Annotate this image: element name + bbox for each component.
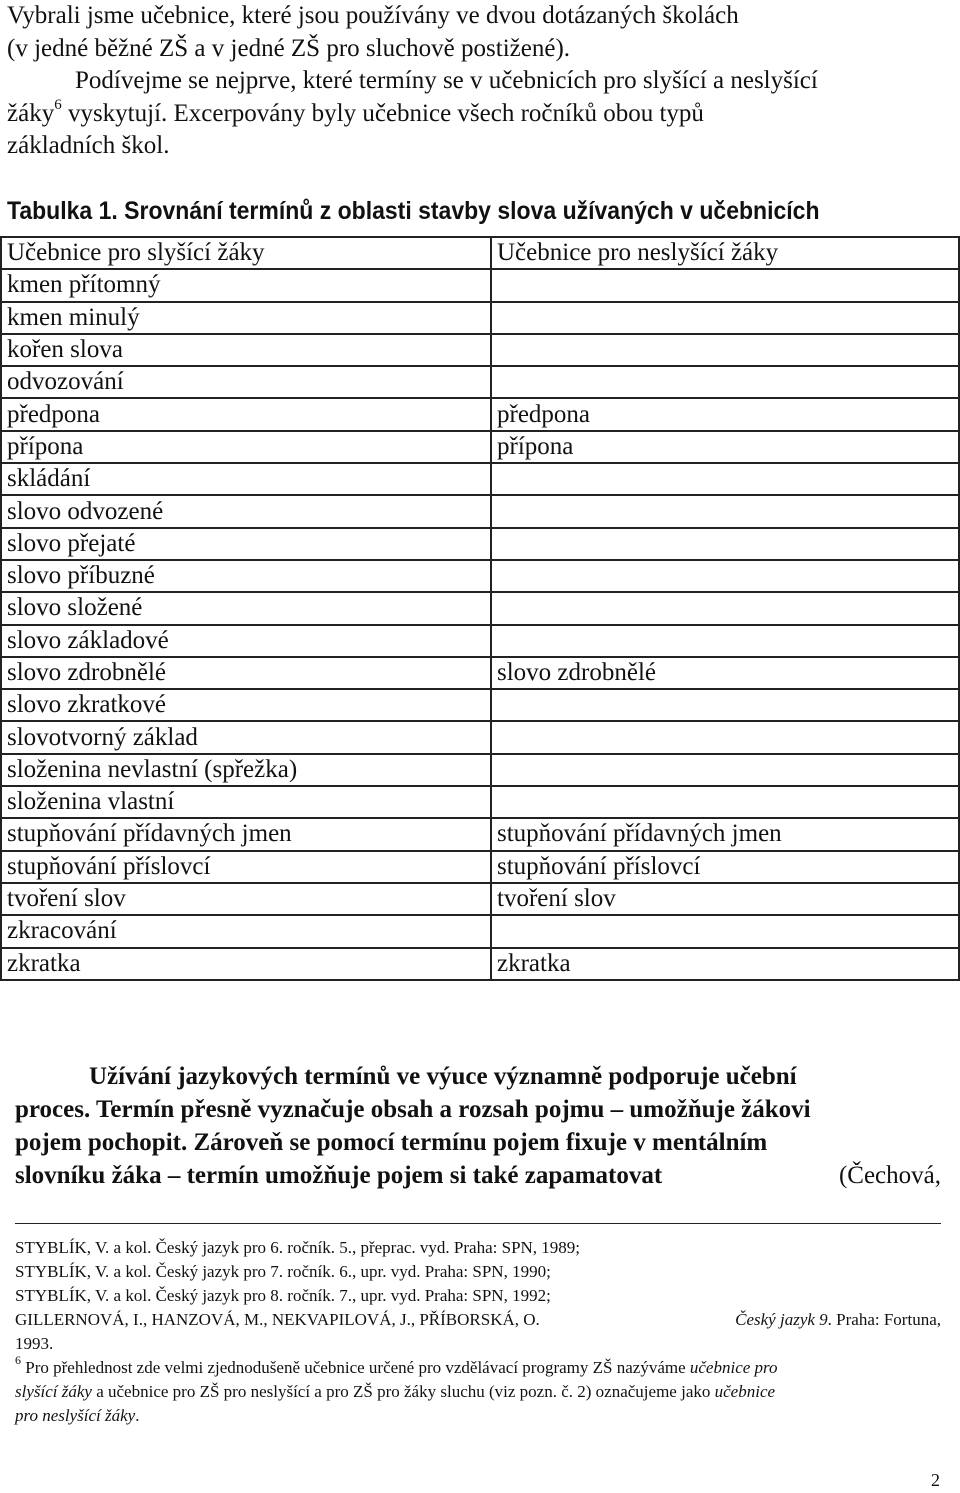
comparison-table [0, 236, 960, 981]
term-deaf [491, 754, 959, 786]
table-row [1, 657, 959, 689]
table-row [1, 851, 959, 883]
term-deaf: zkratka [491, 948, 959, 980]
table-row [1, 625, 959, 657]
term-hearing: slovo složené [1, 592, 491, 624]
conclusion-paragraph [15, 1060, 941, 1192]
conclusion-line [15, 1159, 941, 1192]
term-hearing: kmen přítomný [1, 269, 491, 301]
intro-text: Vybrali jsme učebnice, které jsou používány ve dvou dotázaných školách [7, 2, 739, 29]
conclusion-line [15, 1126, 941, 1159]
conclusion-text: pojem pochopit. Zároveň se pomocí termínu pojem fixuje v mentálním [15, 1129, 768, 1156]
table-body [1, 237, 959, 980]
intro-paragraph [7, 0, 941, 163]
table-row [1, 269, 959, 301]
term-deaf: přípona [491, 431, 959, 463]
reference-title: Český jazyk 9 [735, 1310, 828, 1329]
footnote-divider [15, 1223, 941, 1224]
table-header-row [1, 237, 959, 269]
intro-line: základních škol. [7, 132, 170, 159]
footnote-italic: slyšící žáky [15, 1382, 92, 1401]
footnote-6-cont [15, 1380, 941, 1404]
reference [15, 1308, 941, 1332]
header-hearing: Učebnice pro slyšící žáky [1, 237, 491, 269]
term-deaf [491, 560, 959, 592]
table-row [1, 398, 959, 430]
intro-text: žáky [7, 99, 55, 127]
term-deaf [491, 721, 959, 753]
reference: STYBLÍK, V. a kol. Český jazyk pro 6. ročník. 5., přeprac. vyd. Praha: SPN, 1989; [15, 1238, 581, 1257]
term-hearing: kořen slova [1, 334, 491, 366]
intro-line [7, 98, 941, 131]
term-hearing: slovo příbuzné [1, 560, 491, 592]
reference-year: 1993. [15, 1334, 54, 1353]
footnote-italic: učebnice pro [689, 1358, 778, 1377]
reference-publisher: . Praha: Fortuna, [827, 1310, 941, 1329]
footnote-text: Pro přehlednost zde velmi zjednodušeně učebnice určené pro vzdělávací programy ZŠ nazýváme [21, 1358, 690, 1377]
term-hearing: slovo přejaté [1, 528, 491, 560]
intro-line [7, 0, 941, 33]
term-deaf [491, 302, 959, 334]
footnote-6 [15, 1353, 941, 1380]
term-deaf: slovo zdrobnělé [491, 657, 959, 689]
footnote-italic: učebnice [714, 1382, 776, 1401]
conclusion-text: Užívání jazykových termínů ve výuce významně podporuje učební [89, 1063, 797, 1090]
intro-line: Podívejme se nejprve, které termíny se v učebnicích pro slyšící a neslyšící [75, 67, 818, 94]
term-hearing: tvoření slov [1, 883, 491, 915]
term-hearing: slovo zkratkové [1, 689, 491, 721]
table-row [1, 818, 959, 850]
term-deaf [491, 625, 959, 657]
conclusion-text: slovníku žáka – termín umožňuje pojem si také zapamatovat [15, 1162, 663, 1189]
table-row [1, 883, 959, 915]
table-row [1, 915, 959, 947]
table-row [1, 948, 959, 980]
citation-text: (Čechová, [838, 1162, 941, 1189]
term-hearing: kmen minulý [1, 302, 491, 334]
term-hearing: stupňování příslovcí [1, 851, 491, 883]
table-row [1, 302, 959, 334]
term-deaf [491, 915, 959, 947]
page-number: 2 [931, 1470, 940, 1490]
table-row [1, 334, 959, 366]
term-deaf [491, 786, 959, 818]
term-hearing: zkracování [1, 915, 491, 947]
table-row [1, 754, 959, 786]
reference: STYBLÍK, V. a kol. Český jazyk pro 8. ročník. 7., upr. vyd. Praha: SPN, 1992; [15, 1286, 551, 1305]
table-caption: Tabulka 1. Srovnání termínů z oblasti stavby slova užívaných v učebnicích [7, 197, 820, 225]
reference: STYBLÍK, V. a kol. Český jazyk pro 7. ročník. 6., upr. vyd. Praha: SPN, 1990; [15, 1262, 551, 1281]
footnote-italic: pro neslyšící žáky [15, 1406, 136, 1425]
term-hearing: složenina nevlastní (spřežka) [1, 754, 491, 786]
reference-authors: GILLERNOVÁ, I., HANZOVÁ, M., NEKVAPILOVÁ, J., PŘÍBORSKÁ, O. [15, 1310, 540, 1329]
term-deaf: stupňování příslovcí [491, 851, 959, 883]
intro-line: (v jedné běžné ZŠ a v jedné ZŠ pro sluchově postižené). [7, 34, 571, 62]
term-deaf [491, 463, 959, 495]
table-row [1, 689, 959, 721]
intro-text: vyskytují. Excerpovány byly učebnice všech ročníků obou typů [61, 99, 704, 127]
term-deaf [491, 334, 959, 366]
term-hearing: přípona [1, 431, 491, 463]
footnotes [15, 1236, 941, 1428]
footnote-text: . [135, 1406, 140, 1425]
table-row [1, 786, 959, 818]
table-row [1, 592, 959, 624]
term-deaf: stupňování přídavných jmen [491, 818, 959, 850]
term-hearing: skládání [1, 463, 491, 495]
term-deaf: předpona [491, 398, 959, 430]
term-deaf [491, 592, 959, 624]
term-deaf [491, 366, 959, 398]
comparison-table-wrap [0, 236, 960, 981]
footnote-text: a učebnice pro ZŠ pro neslyšící a pro ZŠ pro žáky sluchu (viz pozn. č. 2) označujeme jako [91, 1382, 715, 1401]
table-row [1, 495, 959, 527]
term-deaf [491, 269, 959, 301]
conclusion-line [15, 1060, 941, 1093]
table-row [1, 528, 959, 560]
table-row [1, 463, 959, 495]
term-deaf [491, 528, 959, 560]
conclusion-text: proces. Termín přesně vyznačuje obsah a rozsah pojmu – umožňuje žákovi [15, 1096, 811, 1123]
footnote-ref: 6 [54, 97, 62, 114]
term-hearing: stupňování přídavných jmen [1, 818, 491, 850]
reference-title-group [735, 1308, 941, 1332]
footnote-6-end [15, 1404, 941, 1428]
conclusion-line [15, 1093, 941, 1126]
term-hearing: složenina vlastní [1, 786, 491, 818]
term-hearing: zkratka [1, 948, 491, 980]
term-hearing: slovo odvozené [1, 495, 491, 527]
term-deaf [491, 689, 959, 721]
footnote-number: 6 [15, 1353, 21, 1368]
table-row [1, 431, 959, 463]
table-row [1, 721, 959, 753]
table-row [1, 560, 959, 592]
term-deaf [491, 495, 959, 527]
table-row [1, 366, 959, 398]
header-deaf: Učebnice pro neslyšící žáky [491, 237, 959, 269]
term-deaf: tvoření slov [491, 883, 959, 915]
term-hearing: slovotvorný základ [1, 721, 491, 753]
term-hearing: předpona [1, 398, 491, 430]
term-hearing: slovo zdrobnělé [1, 657, 491, 689]
term-hearing: odvozování [1, 366, 491, 398]
term-hearing: slovo základové [1, 625, 491, 657]
